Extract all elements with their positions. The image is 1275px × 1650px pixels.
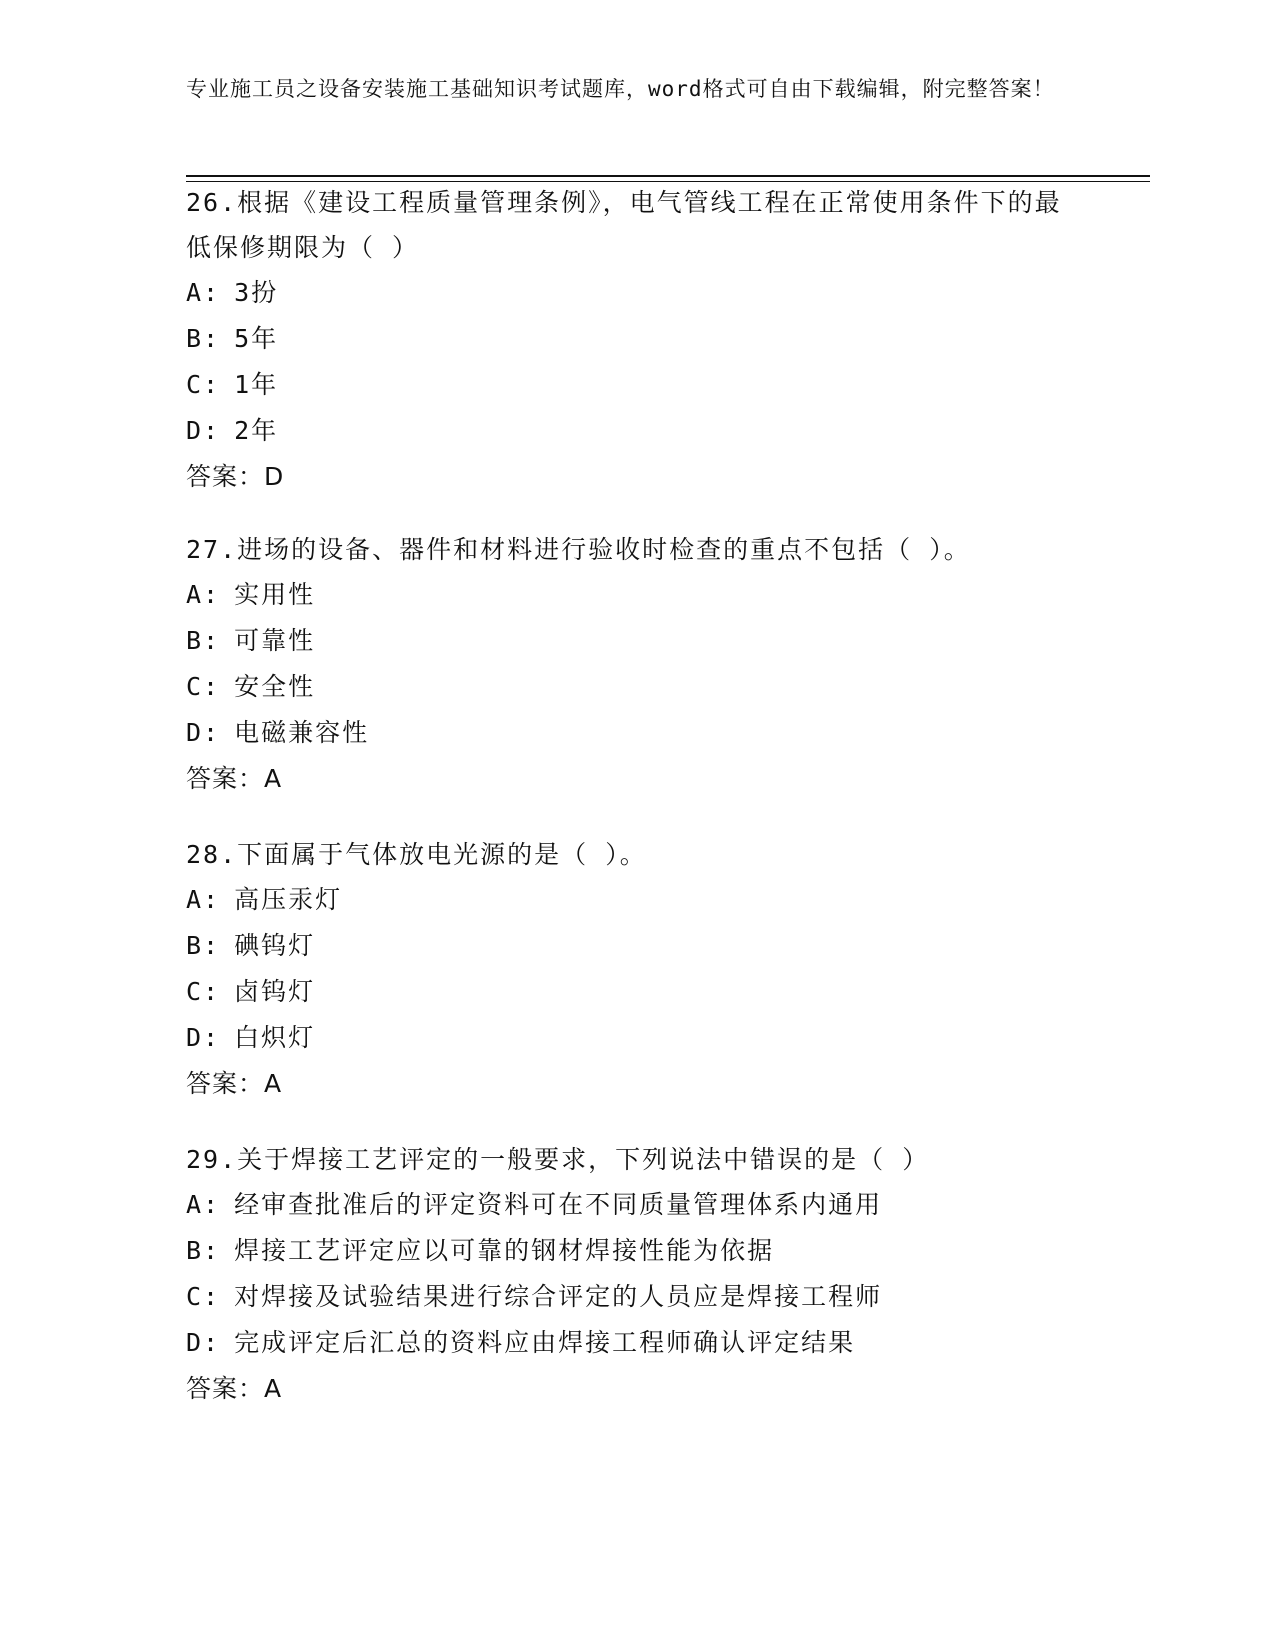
option-text: 完成评定后汇总的资料应由焊接工程师确认评定结果 (234, 1328, 856, 1357)
option-text: 3扮 (234, 278, 279, 307)
option-text: 5年 (234, 324, 279, 353)
option-a (186, 270, 1086, 316)
option-letter: C: (186, 672, 221, 701)
option-d (186, 408, 1086, 454)
option-c (186, 664, 1086, 710)
option-text: 2年 (234, 416, 279, 445)
option-letter: B: (186, 324, 221, 353)
option-text: 安全性 (234, 672, 316, 701)
option-letter: C: (186, 370, 221, 399)
option-text: 实用性 (234, 580, 316, 609)
option-text: 经审查批准后的评定资料可在不同质量管理体系内通用 (234, 1190, 883, 1219)
option-a (186, 1182, 1086, 1228)
option-d (186, 710, 1086, 756)
option-text: 焊接工艺评定应以可靠的钢材焊接性能为依据 (234, 1236, 775, 1265)
question-stem: 27.进场的设备、器件和材料进行验收时检查的重点不包括（ ）。 (186, 535, 971, 564)
option-c (186, 1274, 1086, 1320)
option-c (186, 969, 1086, 1015)
option-letter: A: (186, 278, 221, 307)
question-29 (186, 1137, 1086, 1411)
option-d (186, 1320, 1086, 1366)
option-letter: B: (186, 931, 221, 960)
option-d (186, 1015, 1086, 1061)
option-letter: B: (186, 1236, 221, 1265)
answer-line: 答案：A (186, 764, 283, 793)
option-text: 可靠性 (234, 626, 316, 655)
answer-line: 答案：A (186, 1374, 283, 1403)
option-letter: D: (186, 1023, 221, 1052)
option-letter: D: (186, 416, 221, 445)
question-stem: 29.关于焊接工艺评定的一般要求，下列说法中错误的是（ ） (186, 1145, 930, 1174)
option-text: 白炽灯 (234, 1023, 316, 1052)
option-a (186, 877, 1086, 923)
option-b (186, 618, 1086, 664)
option-text: 碘钨灯 (234, 931, 316, 960)
option-letter: B: (186, 626, 221, 655)
question-28 (186, 832, 1086, 1106)
option-a (186, 572, 1086, 618)
option-b (186, 316, 1086, 362)
option-text: 电磁兼容性 (234, 718, 370, 747)
option-letter: D: (186, 718, 221, 747)
option-b (186, 1228, 1086, 1274)
option-text: 对焊接及试验结果进行综合评定的人员应是焊接工程师 (234, 1282, 883, 1311)
option-letter: A: (186, 885, 221, 914)
document-header: 专业施工员之设备安装施工基础知识考试题库，word格式可自由下载编辑，附完整答案！ (186, 77, 1055, 101)
question-26 (186, 180, 1086, 499)
option-b (186, 923, 1086, 969)
question-stem: 28.下面属于气体放电光源的是（ ）。 (186, 840, 647, 869)
option-letter: C: (186, 977, 221, 1006)
answer-line: 答案：D (186, 462, 285, 491)
question-27 (186, 527, 1086, 801)
option-text: 高压汞灯 (234, 885, 343, 914)
option-text: 卤钨灯 (234, 977, 316, 1006)
option-letter: C: (186, 1282, 221, 1311)
option-letter: D: (186, 1328, 221, 1357)
header-divider-thick (186, 175, 1150, 177)
option-c (186, 362, 1086, 408)
answer-line: 答案：A (186, 1069, 283, 1098)
question-stem: 26.根据《建设工程质量管理条例》，电气管线工程在正常使用条件下的最低保修期限为（ ） (186, 188, 1062, 262)
option-text: 1年 (234, 370, 279, 399)
option-letter: A: (186, 580, 221, 609)
option-letter: A: (186, 1190, 221, 1219)
